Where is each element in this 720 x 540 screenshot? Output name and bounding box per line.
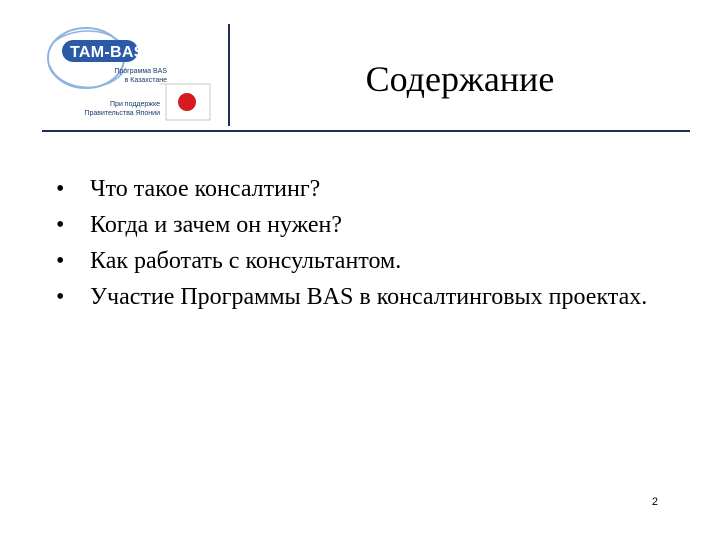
logo-program-line2: в Казахстане (124, 77, 167, 84)
bullet-marker: • (56, 212, 65, 238)
bullet-text: Что такое консалтинг? (90, 176, 321, 202)
slide-title: Содержание (365, 59, 555, 99)
logo-support-line2: Правительства Японии (84, 110, 160, 117)
logo-program-line1: Программа BAS (114, 68, 167, 75)
bullet-marker: • (56, 176, 65, 202)
slide-number: 2 (651, 496, 658, 508)
logo-program-text (95, 67, 167, 85)
bullet-text: Участие Программы BAS в консалтинговых проектах. (90, 284, 648, 310)
header-divider (228, 24, 230, 126)
logo-support-line1: При поддержке (110, 101, 160, 108)
tam-bas-logo (40, 22, 230, 132)
bullet-text: Как работать с консультантом. (90, 248, 402, 274)
bullet-item (56, 279, 666, 315)
bullet-marker: • (56, 284, 65, 310)
logo-brand: TAM-BAS (70, 44, 145, 61)
bullet-item (56, 207, 666, 243)
logo-support-text (52, 100, 160, 118)
bullet-item (56, 243, 666, 279)
bullet-marker: • (56, 248, 65, 274)
bullet-text: Когда и зачем он нужен? (90, 212, 343, 238)
bullet-list (56, 171, 666, 315)
bullet-item (56, 171, 666, 207)
title-rule (42, 130, 690, 132)
